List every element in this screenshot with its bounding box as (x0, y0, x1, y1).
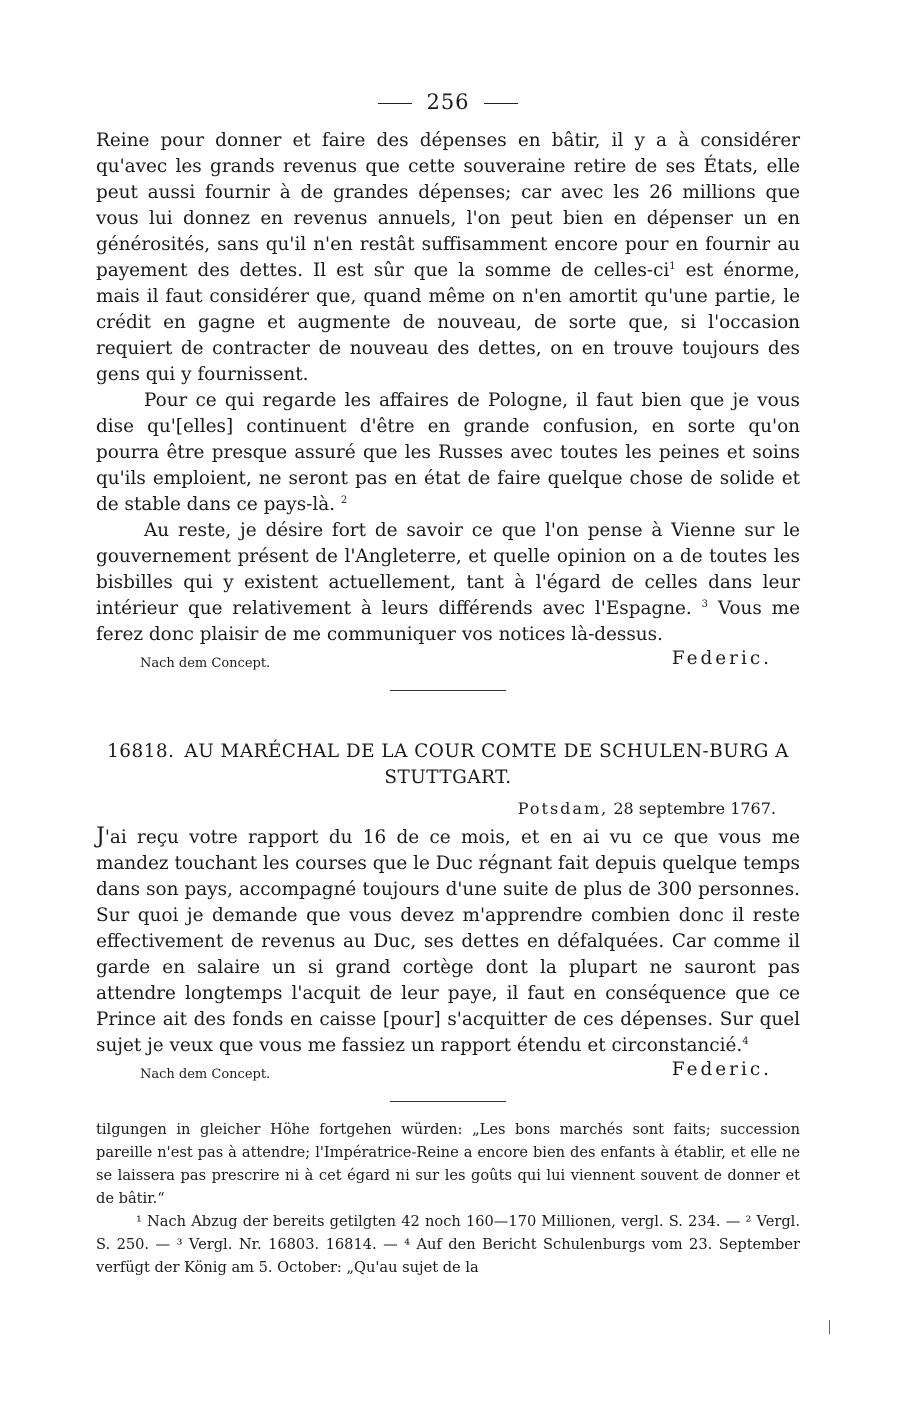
footnote-ref-1: 1 (669, 260, 676, 272)
signature-row-2 (96, 1059, 800, 1087)
footnote-continuation: tilgungen in gleicher Höhe fortgehen würden: „Les bons marchés sont faits; succession pareille n'est pas à attendre; l'Impératrice-Reine a encore bien des enfants à établir, et elle ne se laissera pas prescrire ni à cet égard ni sur les goûts qui lui viennent souvent de donner et de bâtir.“ (96, 1121, 800, 1207)
footnote-ref-2: 2 (340, 494, 348, 506)
header-dash-left (378, 103, 412, 104)
page-header (96, 82, 800, 122)
signature-2: Federic. (671, 1059, 772, 1080)
page-number: 256 (426, 90, 470, 114)
document-page (96, 82, 800, 1279)
page-edge-mark (829, 1320, 830, 1334)
dateline (96, 799, 800, 818)
footnote-ref-3: 3 (701, 598, 709, 610)
paragraph-3-end: Vous me ferez donc plaisir de me communiquer vos notices là-dessus. (96, 598, 801, 645)
footnotes (96, 1118, 800, 1279)
concept-note-2: Nach dem Concept. (140, 1067, 271, 1082)
letter-recipient: AU MARÉCHAL DE LA COUR COMTE DE SCHULEN-BURG A STUTTGART. (184, 741, 789, 788)
paragraph-1-cont: énorme, mais il faut considérer que, quand même on n'en amortit qu'une partie, le crédit en gagne et augmente de nouveau, de sorte que, si l'occasion requiert de contracter de nouveau des dettes, on en trouve toujours des gens qui y fournissent. (96, 260, 800, 385)
dateline-place: Potsdam, (517, 799, 609, 818)
footnote-list: ¹ Nach Abzug der bereits getilgten 42 noch 160—170 Millionen, vergl. S. 234. — ² Vergl. S. 250. — ³ Vergl. Nr. 16803. 16814. — ⁴ Auf den Bericht Schulenburgs vom 23. September verfügt der König am 5. October: „Qu'au sujet de la (96, 1213, 800, 1276)
footnote-ref-4: 4 (742, 1035, 749, 1047)
letter-heading (96, 739, 800, 791)
letter-paragraph: J'ai reçu votre rapport du 16 de ce mois, et en ai vu ce que vous me mandez touchant les courses que le Duc régnant fait depuis quelque temps dans son pays, accompagné toujours d'une suite de plus de 300 personnes. Sur quoi je demande que vous devez m'apprendre combien donc il reste effectivement de revenus au Duc, ses dettes en défalquées. Car comme il garde en salaire un si grand cortège dont la plupart ne sauront pas attendre longtemps l'acquit de leur paye, il faut en conséquence que ce Prince ait des fonds en caisse [pour] s'acquitter de ces dépenses. Sur quel sujet je veux que vous me fassiez un rapport étendu et circonstancié.$^4$ (96, 824, 800, 1056)
paragraph-1: Reine pour donner et faire des dépenses en bâtir, il y a à considérer qu'avec les grands revenus que cette souveraine retire de ses États, elle peut aussi fournir à de grandes dépenses; car avec les 26 millions que vous lui donnez en revenus annuels, l'on peut bien en dépenser un en générosités, sans qu'il n'en restât suffisamment encore pour en fournir au payement des dettes. Il est sûr que la somme de celles-$ci^1$ est énorme, mais il faut considérer que, quand même on n'en amortit qu'une partie, le crédit en gagne et augmente de nouveau, de sorte que, si l'occasion requiert de contracter de nouveau des dettes, on en trouve toujours des gens qui y fournissent. (96, 130, 800, 385)
footnote-divider (390, 1101, 506, 1102)
header-dash-right (484, 103, 518, 104)
concept-note: Nach dem Concept. (140, 656, 271, 671)
paragraph-3: Au reste, je désire fort de savoir ce que l'on pense à Vienne sur le gouvernement présent de l'Angleterre, et quelle opinion on a de toutes les bisbilles qui y existent actuellement, tant à l'égard de celles dans leur intérieur que relativement à leurs différends avec l'Espagne. $^3$ Vous me ferez donc plaisir de me communiquer vos notices là-dessus. (96, 520, 801, 645)
dateline-date: 28 septembre 1767. (613, 799, 776, 818)
signature-row (96, 648, 800, 676)
paragraph-2: Pour ce qui regarde les affaires de Pologne, il faut bien que je vous dise qu'[elles] continuent d'être en grande confusion, en sorte qu'on pourra être presque assuré que les Russes avec toutes les peines et soins qu'ils emploient, ne seront pas en état de faire quelque chose de solide et de stable dans ce pays-là. $^2$ (96, 390, 800, 515)
section-divider (390, 690, 506, 691)
letter-continuation (96, 128, 800, 648)
signature: Federic. (671, 648, 772, 669)
initial-letter: J (96, 824, 105, 849)
letter-number: 16818. (107, 741, 175, 762)
word-est: est (685, 260, 714, 281)
letter-body (96, 824, 800, 1059)
